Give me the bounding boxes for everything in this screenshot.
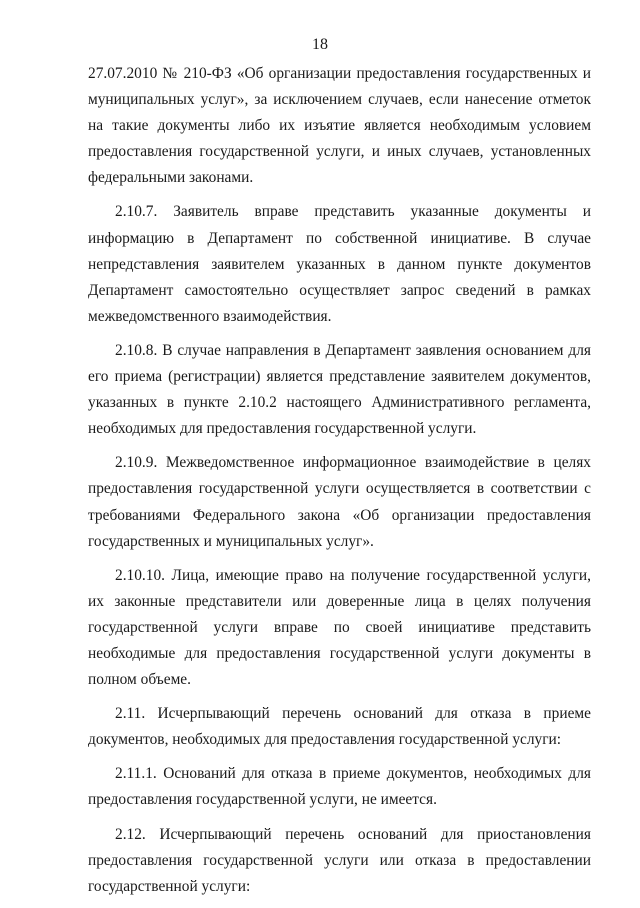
paragraph-2-10-8: 2.10.8. В случае направления в Департамент заявления основанием для его приема (регистрации) является представление заявителем документов, указанных в пункте 2.10.2 настоящего Административного регламента, необходимых для предоставления государственной услуги. [88, 341, 591, 438]
paragraph-2-10-7: 2.10.7. Заявитель вправе представить указанные документы и информацию в Департамент по собственной инициативе. В случае непредставления заявителем указанных в данном пункте документов Департамент самостоятельно осуществляет запрос сведений в рамках межведомственного взаимодействия. [88, 203, 591, 325]
paragraph-2-11: 2.11. Исчерпывающий перечень оснований для отказа в приеме документов, необходимых для предоставления государственной услуги: [88, 705, 591, 749]
paragraph-2-10-10: 2.10.10. Лица, имеющие право на получение государственной услуги, их законные представители или доверенные лица в целях получения государственной услуги вправе по своей инициативе представить необходимые для предоставления государственной услуги документы в полном объеме. [88, 566, 591, 689]
paragraph-2-12: 2.12. Исчерпывающий перечень оснований для приостановления предоставления государственной услуги или отказа в предоставлении государственной услуги: [88, 825, 591, 895]
page-number: 18 [312, 36, 328, 53]
paragraph-continuation: 27.07.2010 № 210-ФЗ «Об организации предоставления государственных и муниципальных услуг», за исключением случаев, если нанесение отметок на такие документы либо их изъятие является необходимым условием предоставления государственной услуги, и иных случаев, установленных федеральными законами. [88, 65, 591, 187]
paragraph-2-11-1: 2.11.1. Оснований для отказа в приеме документов, необходимых для предоставления государственной услуги, не имеется. [88, 765, 591, 809]
document-body [88, 61, 591, 908]
paragraph-2-10-9: 2.10.9. Межведомственное информационное взаимодействие в целях предоставления государственной услуги осуществляется в соответствии с требованиями Федерального закона «Об организации предоставления государственных и муниципальных услуг». [88, 454, 591, 550]
